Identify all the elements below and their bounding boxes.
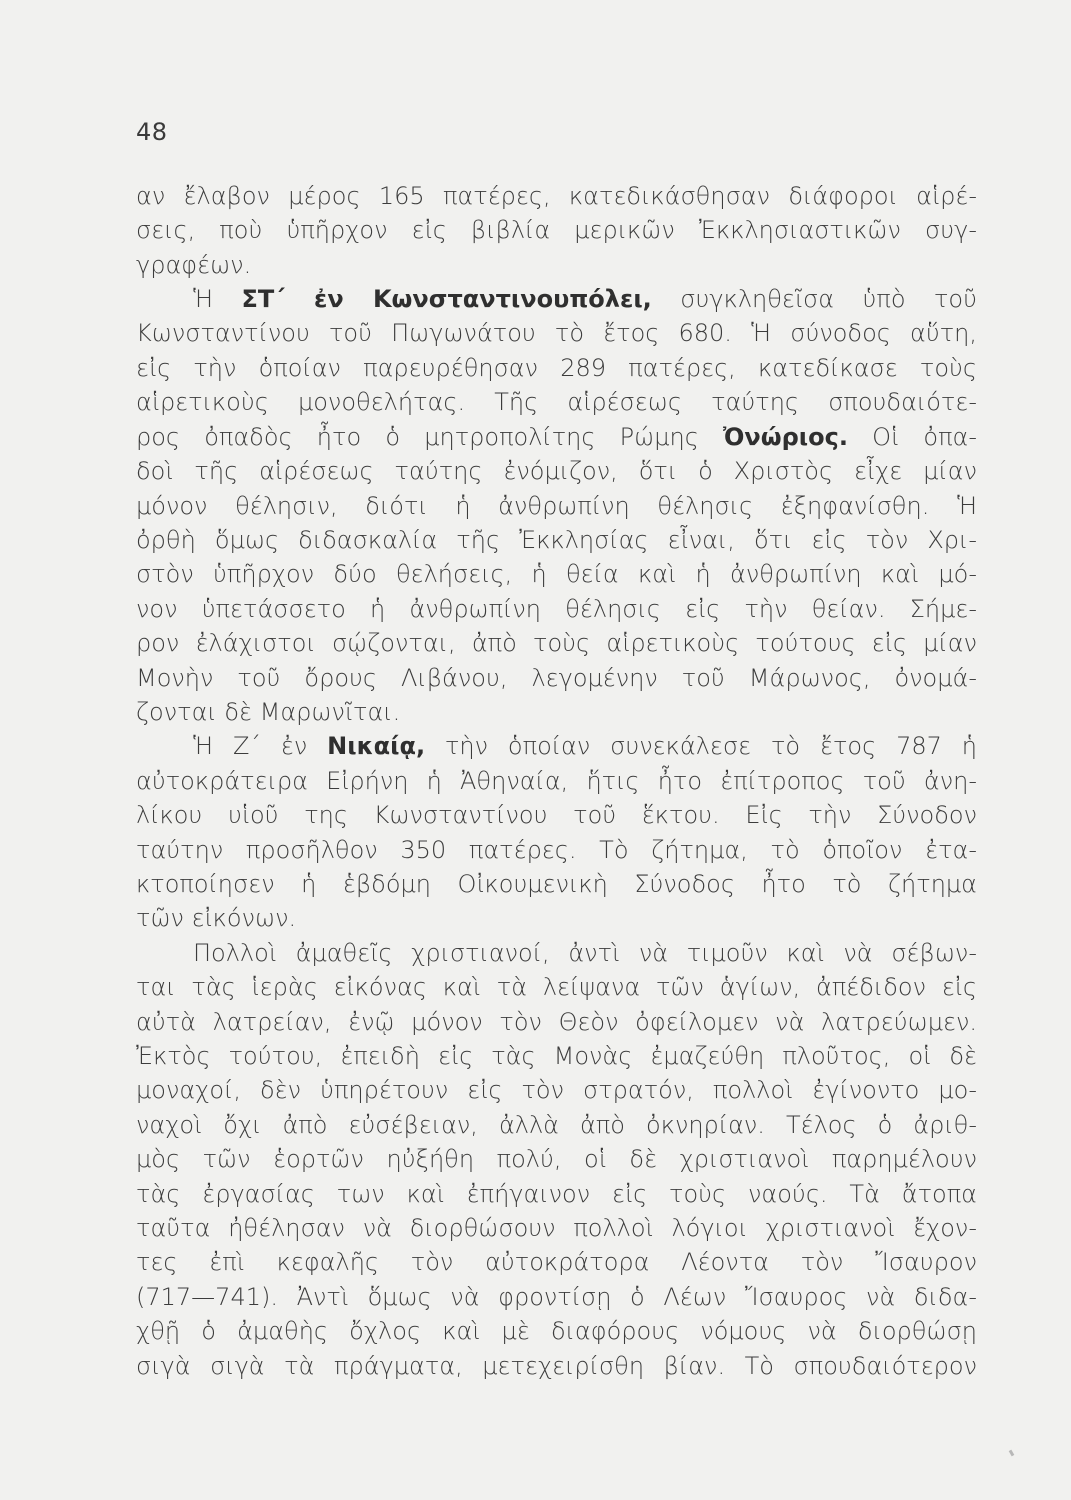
text-line: γραφέων. xyxy=(136,251,252,279)
text-line: εἰς τὴν ὁποίαν παρευρέθησαν 289 πατέρες, κατεδίκασε τοὺς xyxy=(136,354,977,382)
text-line: ρον ἐλάχιστοι σῴζονται, ἀπὸ τοὺς αἱρετικοὺς τούτους εἰς μίαν xyxy=(136,629,977,657)
text-line: στὸν ὑπῆρχον δύο θελήσεις, ἡ θεία καὶ ἡ ἀνθρωπίνη καὶ μό- xyxy=(136,560,977,588)
council-name: Νικαίᾳ, xyxy=(327,732,426,760)
heading-line: Ἡ Ζ΄ ἐν Νικαίᾳ, τὴν ὁποίαν συνεκάλεσε τὸ ἔτος 787 ἡ xyxy=(193,732,977,760)
text-line: ὀρθὴ ὅμως διδασκαλία τῆς Ἐκκλησίας εἶναι, ὅτι εἰς τὸν Χρι- xyxy=(136,526,977,554)
page-number: 48 xyxy=(136,118,168,146)
paper-speck xyxy=(1009,1450,1015,1457)
text-line: νον ὑπετάσσετο ἡ ἀνθρωπίνη θέλησις εἰς τὴν θείαν. Σήμε- xyxy=(136,595,977,623)
text-line: σεις, ποὺ ὑπῆρχον εἰς βιβλία μερικῶν Ἐκκλησιαστικῶν συγ- xyxy=(136,216,977,244)
text-line: ται τὰς ἱερὰς εἰκόνας καὶ τὰ λείψανα τῶν ἁγίων, ἀπέδιδον εἰς xyxy=(136,973,977,1001)
text-line: ταῦτα ἠθέλησαν νὰ διορθώσουν πολλοὶ λόγιοι χριστιανοὶ ἔχον- xyxy=(136,1214,977,1242)
text-line: τῶν εἰκόνων. xyxy=(136,904,297,932)
text-line: κτοποίησεν ἡ ἑβδόμη Οἰκουμενικὴ Σύνοδος ἦτο τὸ ζήτημα xyxy=(136,870,977,898)
text-line: δοὶ τῆς αἱρέσεως ταύτης ἐνόμιζον, ὅτι ὁ Χριστὸς εἶχε μίαν xyxy=(136,457,977,485)
text-line: ταύτην προσῆλθον 350 πατέρες. Τὸ ζήτημα, τὸ ὁποῖον ἐτα- xyxy=(136,836,977,864)
text-line: αἱρετικοὺς μονοθελήτας. Τῆς αἱρέσεως ταύτης σπουδαιότε- xyxy=(136,388,977,416)
council-name: ΣΤ΄ ἐν Κωνσταντινουπόλει, xyxy=(241,285,652,313)
text-line: Κωνσταντίνου τοῦ Πωγωνάτου τὸ ἔτος 680. Ἡ σύνοδος αὕτη, xyxy=(136,319,977,347)
text-line: τες ἐπὶ κεφαλῆς τὸν αὐτοκράτορα Λέοντα τὸν Ἴσαυρον xyxy=(136,1248,977,1276)
text-line: ναχοὶ ὄχι ἀπὸ εὐσέβειαν, ἀλλὰ ἀπὸ ὀκνηρίαν. Τέλος ὁ ἀριθ- xyxy=(136,1111,977,1139)
text-line: λίκου υἱοῦ της Κωνσταντίνου τοῦ ἕκτου. Εἰς τὴν Σύνοδον xyxy=(136,801,977,829)
text-line: αν ἔλαβον μέρος 165 πατέρες, κατεδικάσθησαν διάφοροι αἱρέ- xyxy=(136,182,977,210)
text-line: αὐτοκράτειρα Εἰρήνη ἡ Ἀθηναία, ἥτις ἦτο ἐπίτροπος τοῦ ἀνη- xyxy=(136,767,977,795)
heading-line: Ἡ ΣΤ΄ ἐν Κωνσταντινουπόλει, συγκληθεῖσα ὑπὸ τοῦ xyxy=(193,285,978,313)
text-line: Ἐκτὸς τούτου, ἐπειδὴ εἰς τὰς Μονὰς ἐμαζεύθη πλοῦτος, οἱ δὲ xyxy=(136,1042,977,1070)
person-name: Ὀνώριος. xyxy=(723,423,848,451)
text-line: τὰς ἐργασίας των καὶ ἐπήγαινον εἰς τοὺς ναούς. Τὰ ἄτοπα xyxy=(136,1180,977,1208)
text-line: ρος ὀπαδὸς ἦτο ὁ μητροπολίτης Ρώμης Ὀνώριος. Οἱ ὀπα- xyxy=(136,423,977,451)
text-line: σιγὰ σιγὰ τὰ πράγματα, μετεχειρίσθη βίαν. Τὸ σπουδαιότερον xyxy=(136,1352,977,1380)
text-line: χθῇ ὁ ἀμαθὴς ὄχλος καὶ μὲ διαφόρους νόμους νὰ διορθώσῃ xyxy=(136,1317,977,1345)
text-line: Πολλοὶ ἀμαθεῖς χριστιανοί, ἀντὶ νὰ τιμοῦν καὶ νὰ σέβων- xyxy=(193,939,977,967)
text-line: μόνον θέλησιν, διότι ἡ ἀνθρωπίνη θέλησις ἐξηφανίσθη. Ἡ xyxy=(136,492,977,520)
text-line: μὸς τῶν ἑορτῶν ηὐξήθη πολύ, οἱ δὲ χριστιανοὶ παρημέλουν xyxy=(136,1145,977,1173)
text-line: Μονὴν τοῦ ὄρους Λιβάνου, λεγομένην τοῦ Μάρωνος, ὀνομά- xyxy=(136,664,977,692)
text-line: ζονται δὲ Μαρωνῖται. xyxy=(136,698,401,726)
text-line: (717—741). Ἀντὶ ὅμως νὰ φροντίσῃ ὁ Λέων Ἴσαυρος νὰ διδα- xyxy=(136,1283,977,1311)
text-line: μοναχοί, δὲν ὑπηρέτουν εἰς τὸν στρατόν, πολλοὶ ἐγίνοντο μο- xyxy=(136,1076,977,1104)
text-line: αὐτὰ λατρείαν, ἐνῷ μόνον τὸν Θεὸν ὀφείλομεν νὰ λατρεύωμεν. xyxy=(136,1008,977,1036)
